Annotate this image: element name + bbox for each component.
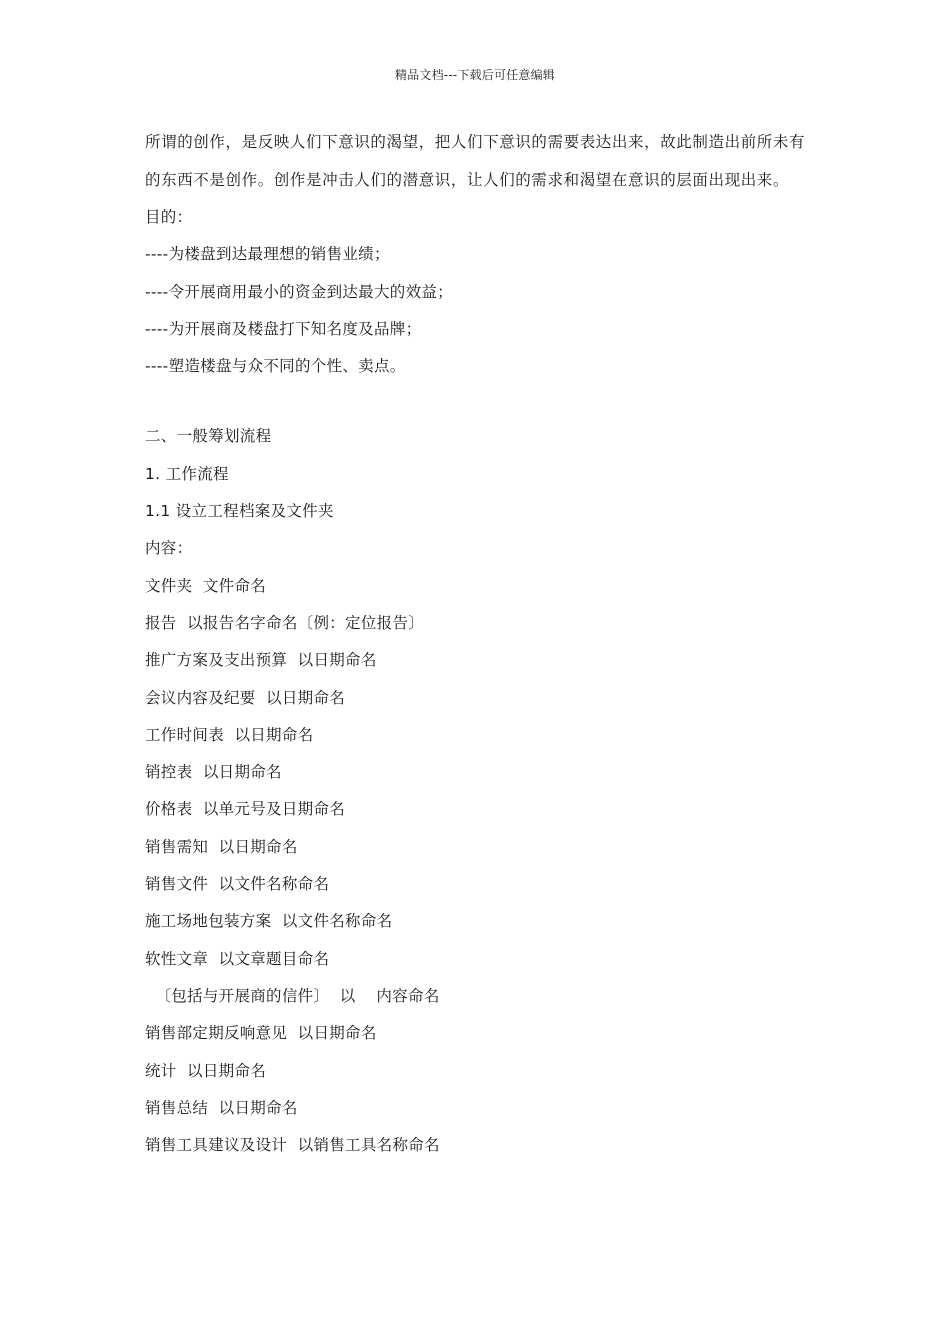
naming-row: 推广方案及支出预算 以日期命名 — [145, 651, 377, 670]
subsection-heading: 1. 工作流程 — [145, 464, 229, 483]
intro-paragraph: 所谓的创作，是反映人们下意识的渴望，把人们下意识的需要表达出来，故此制造出前所未有的东西不是创作。创作是冲击人们的潜意识，让人们的需求和渴望在意识的层面出现出来。 — [145, 133, 806, 189]
page-header: 精品文档---下载后可任意编辑 — [395, 68, 555, 82]
subsubsection-heading: 1.1 设立工程档案及文件夹 — [145, 502, 334, 521]
purpose-heading: 目的： — [145, 208, 193, 226]
naming-row: 工作时间表 以日期命名 — [145, 725, 314, 744]
naming-row: 销售总结 以日期命名 — [145, 1098, 298, 1117]
naming-row: 文件夹 文件命名 — [145, 576, 267, 595]
naming-row: 会议内容及纪要 以日期命名 — [145, 688, 346, 707]
section-heading: 二、一般筹划流程 — [145, 427, 272, 446]
document-body — [145, 124, 815, 1164]
naming-row: 施工场地包装方案 以文件名称命名 — [145, 912, 393, 931]
section-spacer — [145, 385, 815, 418]
purpose-item: ----令开展商用最小的资金到达最大的效益； — [145, 282, 453, 301]
naming-row: 销售工具建议及设计 以销售工具名称命名 — [145, 1136, 440, 1155]
naming-row: 销售部定期反响意见 以日期命名 — [145, 1024, 377, 1043]
naming-row: 销售需知 以日期命名 — [145, 837, 298, 856]
purpose-item: ----为开展商及楼盘打下知名度及品牌； — [145, 319, 422, 338]
naming-row: 软性文章 以文章题目命名 — [145, 949, 330, 968]
purpose-item: ----塑造楼盘与众不同的个性、卖点。 — [145, 357, 406, 376]
naming-row: 销售文件 以文件名称命名 — [145, 875, 330, 894]
naming-row: 〔包括与开展商的信件〕 以 内容命名 — [145, 986, 440, 1005]
content-label: 内容： — [145, 539, 193, 558]
purpose-item: ----为楼盘到达最理想的销售业绩； — [145, 245, 390, 264]
naming-row: 价格表 以单元号及日期命名 — [145, 800, 346, 819]
naming-row: 报告 以报告名字命名〔例：定位报告〕 — [145, 613, 425, 632]
naming-row: 销控表 以日期命名 — [145, 763, 282, 782]
naming-row: 统计 以日期命名 — [145, 1061, 267, 1080]
